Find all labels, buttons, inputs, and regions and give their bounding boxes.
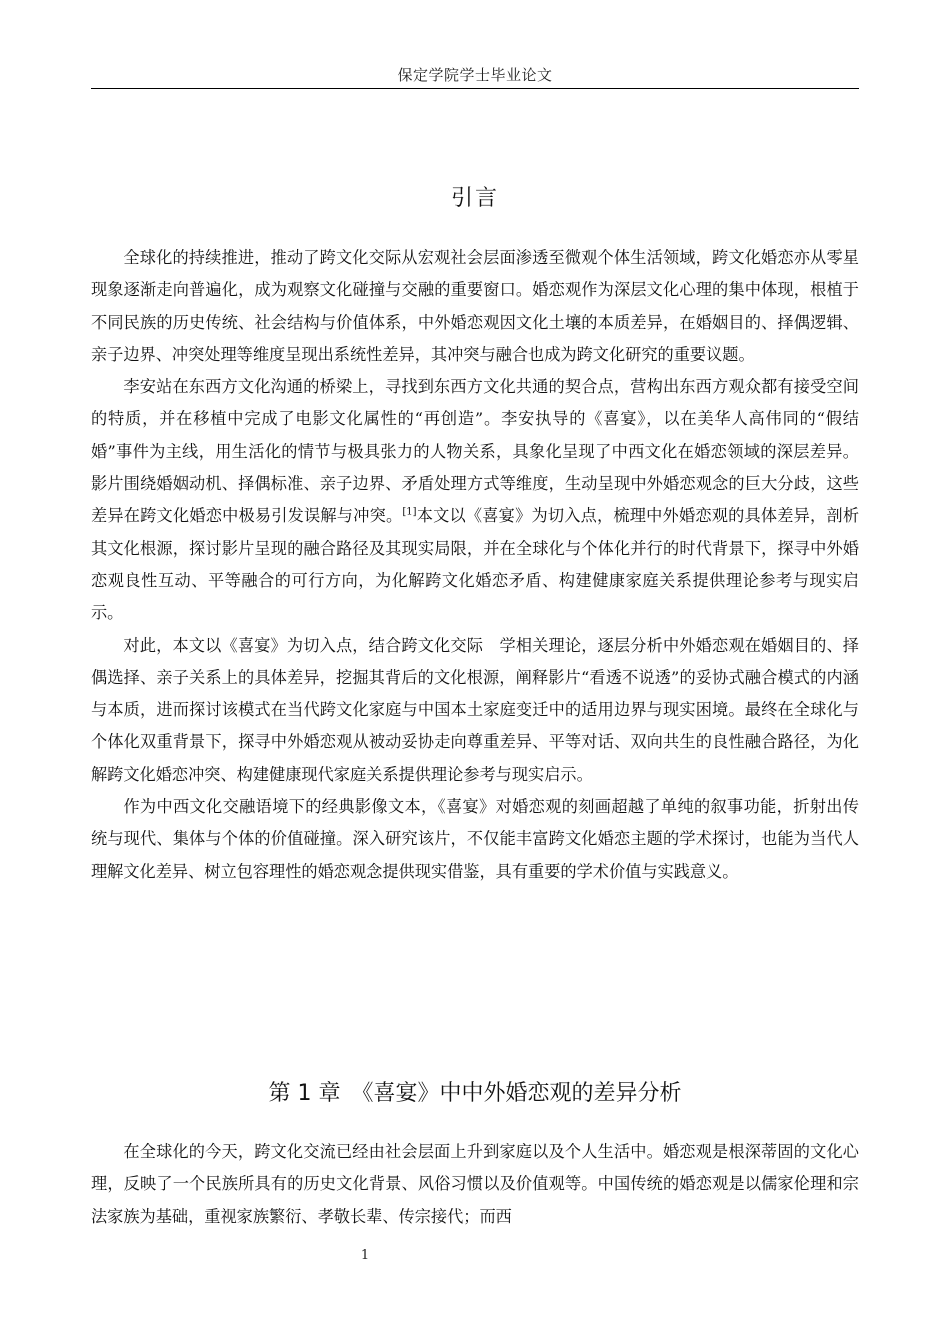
intro-paragraph-4: 作为中西文化交融语境下的经典影像文本，《喜宴》对婚恋观的刻画超越了单纯的叙事功能，折射出传统与现代、集体与个体的价值碰撞。深入研究该片，不仅能丰富跨文化婚恋主题的学术探讨，也能为当代人理解文化差异、树立包容理性的婚恋观念提供现实借鉴，具有重要的学术价值与实践意义。 xyxy=(91,797,859,881)
intro-paragraph-2-text-a: 李安站在东西方文化沟通的桥梁上，寻找到东西方文化共通的契合点，营构出东西方观众都有接受空间的特质，并在移植中完成了电影文化属性的“再创造”。李安执导的《喜宴》，以在美华人高伟同的“假结婚”事件为主线，用生活化的情节与极具张力的人物关系，具象化呈现了中西文化在婚恋领域的深层差异。影片围绕婚姻动机、择偶标准、亲子边界、矛盾处理方式等维度，生动呈现中外婚恋观念的巨大分歧，这些差异在跨文化婚恋中极易引发误解与冲突。 xyxy=(91,377,859,526)
chapter1-paragraph-1: 在全球化的今天，跨文化交流已经由社会层面上升到家庭以及个人生活中。婚恋观是根深蒂固的文化心理，反映了一个民族所具有的历史文化背景、风俗习惯以及价值观等。中国传统的婚恋观是以儒家伦理和宗法家族为基础，重视家族繁衍、孝敬长辈、传宗接代；而西 xyxy=(91,1142,859,1226)
intro-paragraph-2-text-b: 本文以《喜宴》为切入点，梳理中外婚恋观的具体差异，剖析其文化根源，探讨影片呈现的融合路径及其现实局限，并在全球化与个体化并行的时代背景下，探寻中外婚恋观良性互动、平等融合的可行方向，为化解跨文化婚恋矛盾、构建健康家庭关系提供理论参考与现实启示。 xyxy=(91,506,860,623)
page-number: 1 xyxy=(360,1248,370,1263)
header-rule xyxy=(91,88,859,89)
intro-body xyxy=(91,242,859,888)
intro-paragraph-2 xyxy=(91,371,859,629)
section-heading-intro: 引言 xyxy=(450,186,499,211)
intro-paragraph-3: 对此，本文以《喜宴》为切入点，结合跨文化交际 学相关理论，逐层分析中外婚恋观在婚姻目的、择偶选择、亲子关系上的具体差异，挖掘其背后的文化根源，阐释影片“看透不说透”的妥协式融合模式的内涵与本质，进而探讨该模式在当代跨文化家庭与中国本土家庭变迁中的适用边界与现实困境。最终在全球化与个体化双重背景下，探寻中外婚恋观从被动妥协走向尊重差异、平等对话、双向共生的良性融合路径，为化解跨文化婚恋冲突、构建健康现代家庭关系提供理论参考与现实启示。 xyxy=(91,635,859,784)
chapter1-body xyxy=(91,1136,859,1233)
citation-ref: [1] xyxy=(402,506,417,518)
chapter-heading-1: 第 1 章 《喜宴》中中外婚恋观的差异分析 xyxy=(268,1081,682,1106)
intro-paragraph-1: 全球化的持续推进，推动了跨文化交际从宏观社会层面渗透至微观个体生活领域，跨文化婚恋亦从零星现象逐渐走向普遍化，成为观察文化碰撞与交融的重要窗口。婚恋观作为深层文化心理的集中体现，根植于不同民族的历史传统、社会结构与价值体系，中外婚恋观因文化土壤的本质差异，在婚姻目的、择偶逻辑、亲子边界、冲突处理等维度呈现出系统性差异，其冲突与融合也成为跨文化研究的重要议题。 xyxy=(91,248,859,364)
page-header: 保定学院学士毕业论文 xyxy=(397,66,553,84)
